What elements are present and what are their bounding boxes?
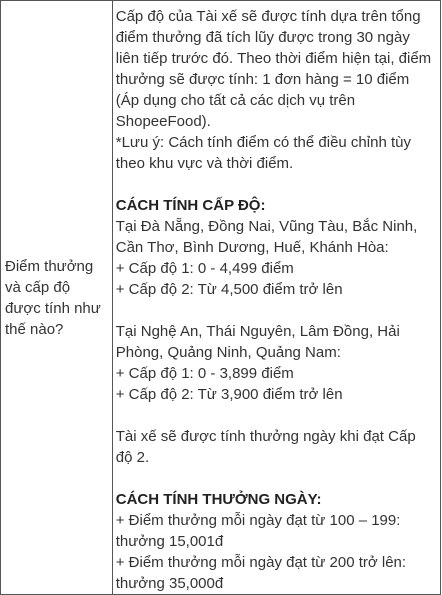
level-heading: CÁCH TÍNH CẤP ĐỘ: [115,197,266,214]
spacer [116,468,436,489]
group1-level1: + Cấp độ 1: 0 - 4,499 điểm [115,260,294,277]
answer-cell [112,1,440,595]
daily-line-1: + Điểm thưởng mỗi ngày đạt từ 100 – 199: thưởng 15,001đ [115,512,401,550]
daily-heading: CÁCH TÍNH THƯỞNG NGÀY: [115,491,322,508]
daily-note: Tài xế sẽ được tính thưởng ngày khi đạt Cấp độ 2. [115,428,416,466]
group1-level2: + Cấp độ 2: Từ 4,500 điểm trở lên [115,281,343,298]
faq-row [1,1,441,595]
spacer [116,174,436,195]
daily-line-2: + Điểm thưởng mỗi ngày đạt từ 200 trở lên: thưởng 35,000đ [115,554,407,592]
question-cell [1,1,113,595]
spacer [116,405,436,426]
answer-intro: Cấp độ của Tài xế sẽ được tính dựa trên tổng điểm thưởng đã tích lũy được trong 30 ngày liên tiếp trước đó. Theo thời điểm hiện tại, điểm thưởng sẽ được tính: 1 đơn hàng = 10 điểm (Áp dụng cho tất cả các dịch vụ trên ShopeeFood). [115,8,432,130]
group2-level1: + Cấp độ 1: 0 - 3,899 điểm [115,365,294,382]
answer-note: *Lưu ý: Cách tính điểm có thể điều chỉnh tùy theo khu vực và thời điểm. [115,134,411,172]
group2-level2: + Cấp độ 2: Từ 3,900 điểm trở lên [115,386,343,403]
group1-regions: Tại Đà Nẵng, Đồng Nai, Vũng Tàu, Bắc Ninh, Cần Thơ, Bình Dương, Huế, Khánh Hòa: [115,218,418,256]
group2-regions: Tại Nghệ An, Thái Nguyên, Lâm Đồng, Hải Phòng, Quảng Ninh, Quảng Nam: [115,323,400,361]
question-text: Điểm thưởng và cấp độ được tính như thế nào? [5,257,101,338]
spacer [116,300,436,321]
